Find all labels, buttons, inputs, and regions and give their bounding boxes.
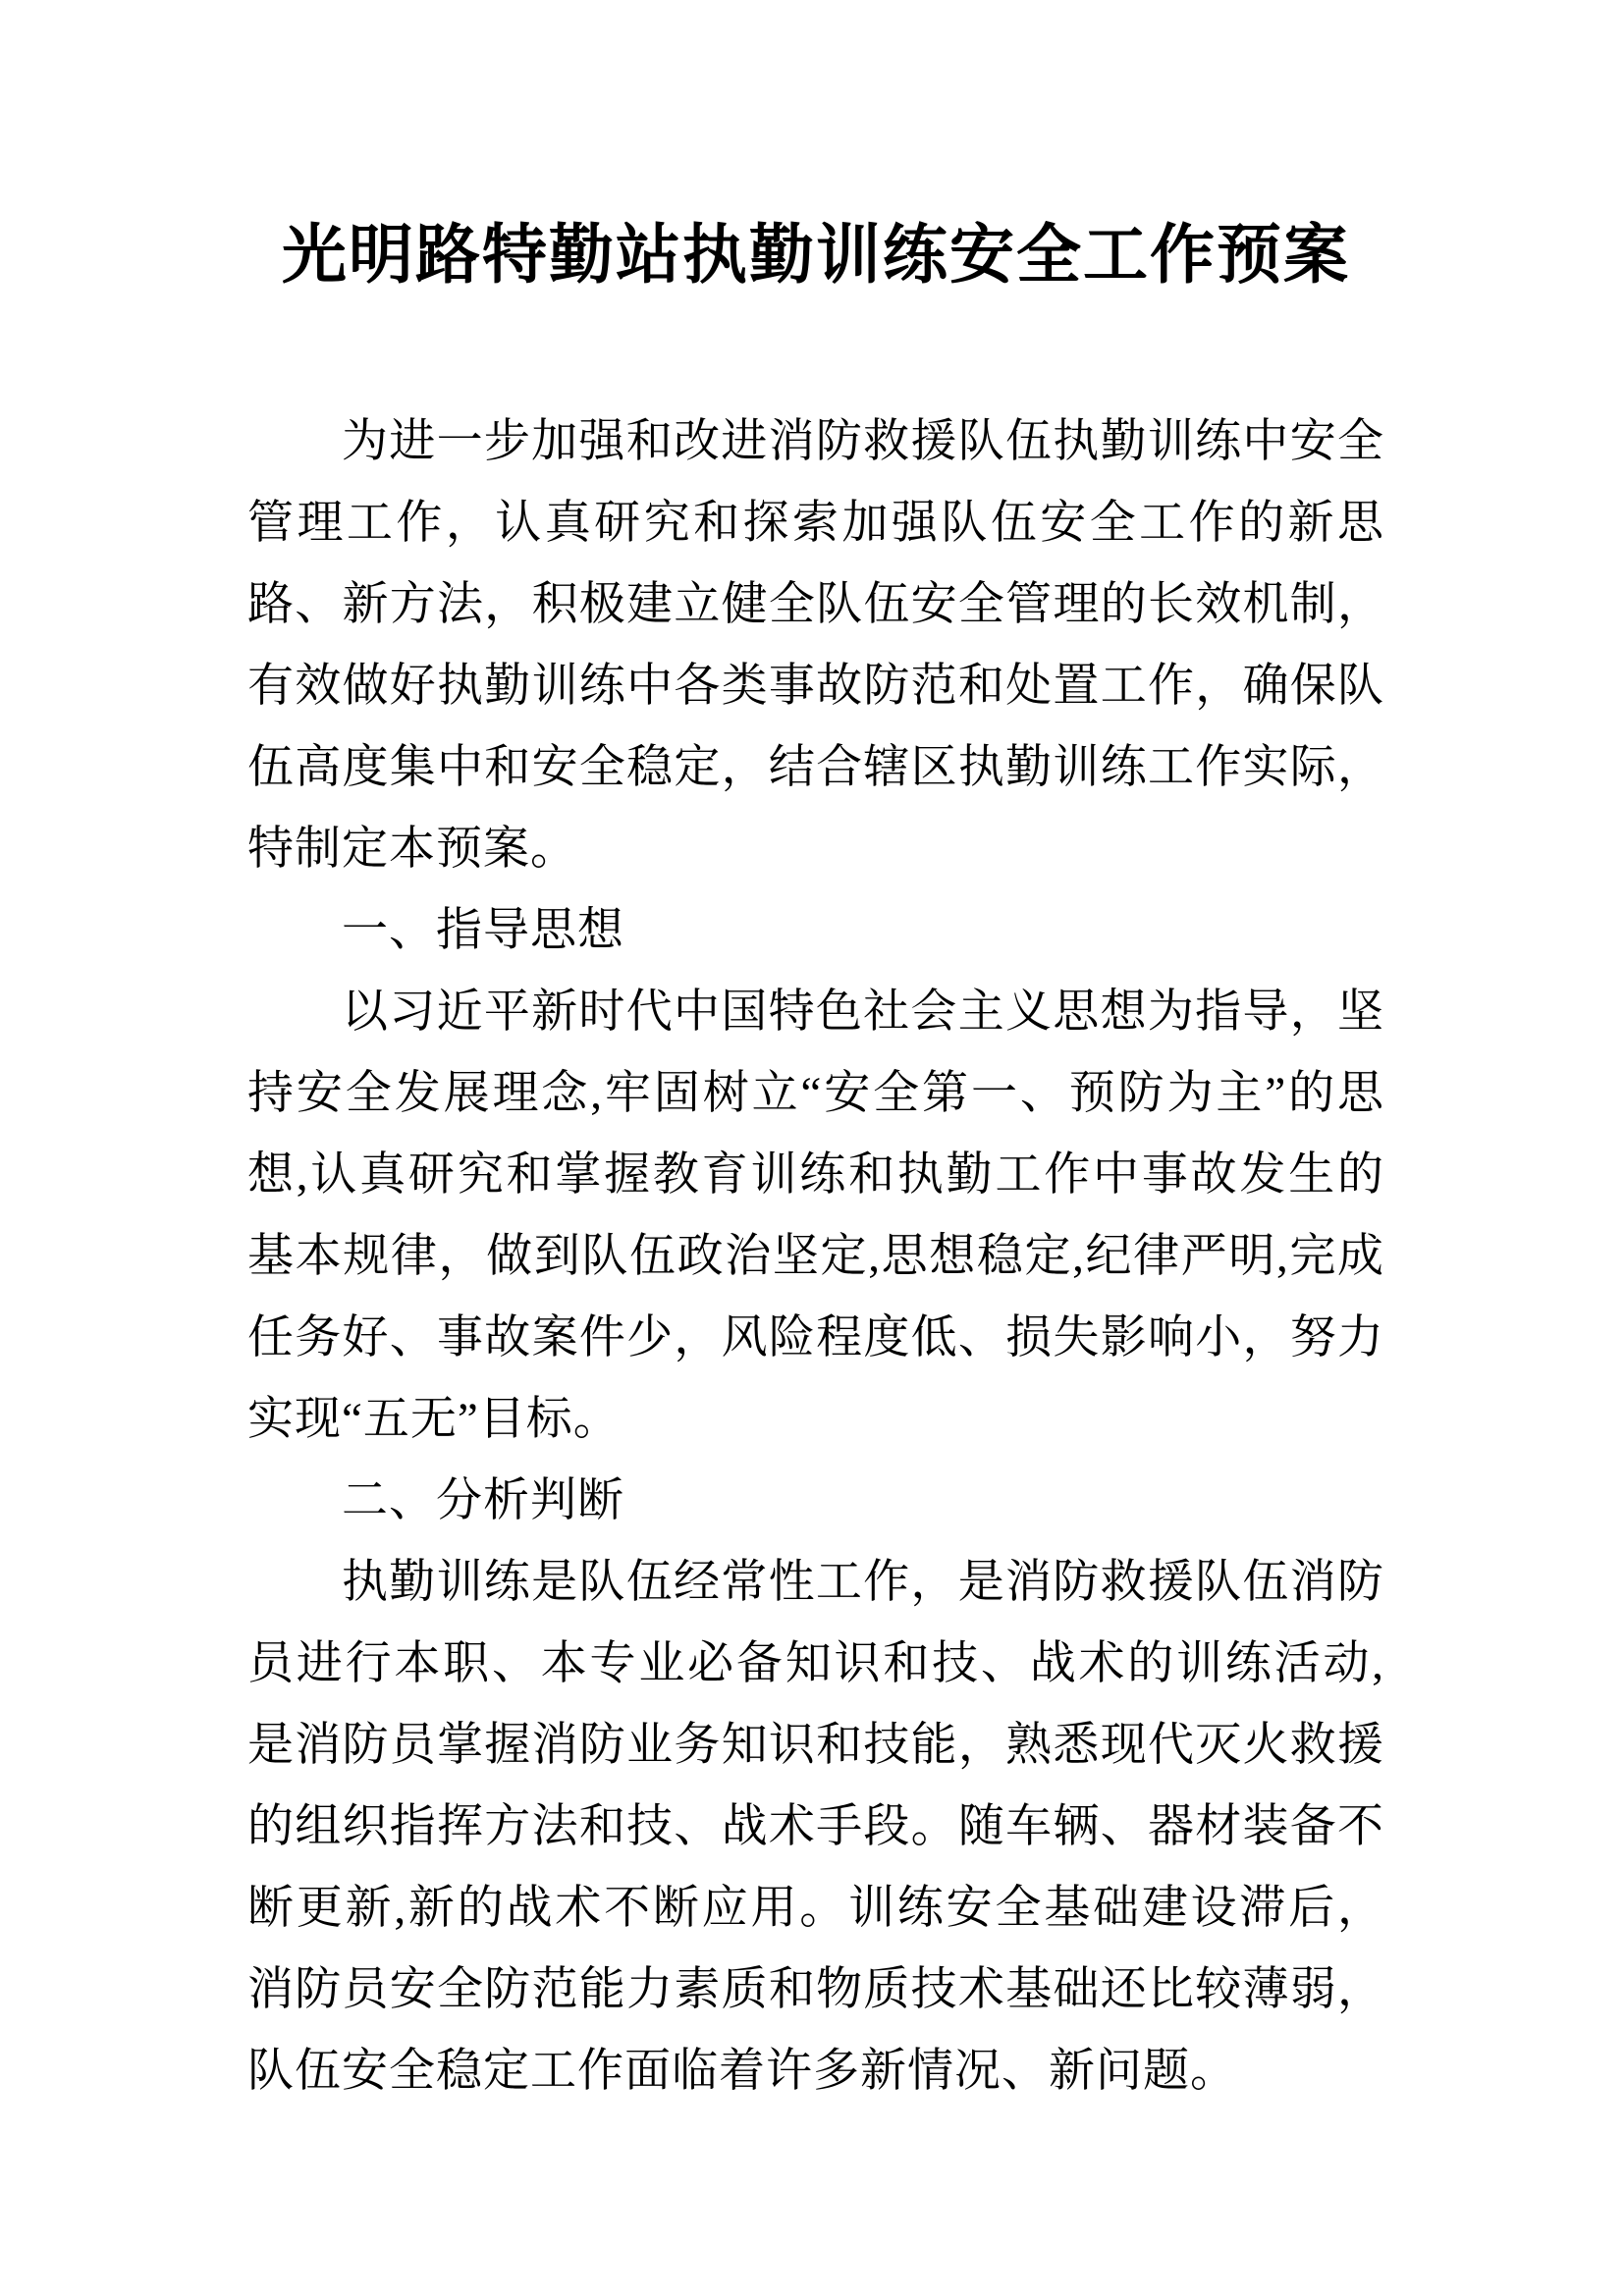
paragraph-analysis-judgment: 执勤训练是队伍经常性工作，是消防救援队伍消防员进行本职、本专业必备知识和技、战术的训练活动,是消防员掌握消防业务知识和技能，熟悉现代灭火救援的组织指挥方法和技、战术手段。随车辆、器材装备不断更新,新的战术不断应用。训练安全基础建设滞后，消防员安全防范能力素质和物质技术基础还比较薄弱，队伍安全稳定工作面临着许多新情况、新问题。 — [247, 1556, 1384, 2097]
document-title: 光明路特勤站执勤训练安全工作预案 — [282, 218, 1350, 291]
section-heading-guiding-ideology: 一、指导思想 — [342, 904, 624, 956]
paragraph-intro: 为进一步加强和改进消防救援队伍执勤训练中安全管理工作，认真研究和探索加强队伍安全工作的新思路、新方法，积极建立健全队伍安全管理的长效机制，有效做好执勤训练中各类事故防范和处置工作，确保队伍高度集中和安全稳定，结合辖区执勤训练工作实际，特制定本预案。 — [247, 415, 1384, 875]
paragraph-guiding-ideology: 以习近平新时代中国特色社会主义思想为指导，坚持安全发展理念,牢固树立“安全第一、预防为主”的思想,认真研究和掌握教育训练和执勤工作中事故发生的基本规律，做到队伍政治坚定,思想稳定,纪律严明,完成任务好、事故案件少，风险程度低、损失影响小，努力实现“五无”目标。 — [247, 986, 1384, 1445]
section-heading-analysis-judgment: 二、分析判断 — [342, 1474, 624, 1526]
